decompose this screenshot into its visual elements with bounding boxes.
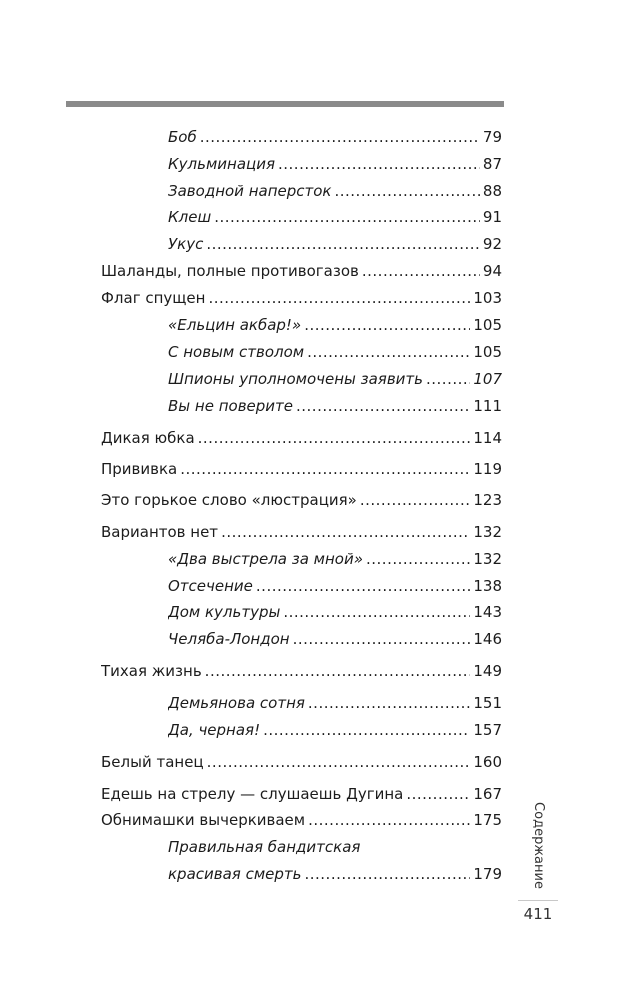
toc-entry-page: 114 xyxy=(473,429,502,447)
toc-dot-leader xyxy=(207,751,471,773)
toc-entry-title: Обнимашки вычеркиваем xyxy=(101,811,306,829)
toc-entry[interactable] xyxy=(168,395,502,417)
toc-entry[interactable] xyxy=(168,863,502,885)
toc-dot-leader xyxy=(200,126,480,148)
toc-entry-page: 94 xyxy=(482,262,502,280)
toc-entry[interactable] xyxy=(168,314,502,336)
toc-entry-page: 119 xyxy=(473,460,502,478)
toc-entry-page: 149 xyxy=(473,662,502,680)
toc-entry[interactable] xyxy=(168,575,502,597)
toc-entry-title: Это горькое слово «люстрация» xyxy=(101,491,357,509)
toc-entry[interactable] xyxy=(101,260,502,282)
toc-dot-leader xyxy=(198,427,471,449)
toc-entry-page: 103 xyxy=(473,289,502,307)
toc-entry-title: Боб xyxy=(168,128,197,146)
toc-dot-leader xyxy=(208,287,470,309)
toc-dot-leader xyxy=(293,628,471,650)
toc-entry-page: 88 xyxy=(482,182,502,200)
toc-entry[interactable] xyxy=(101,287,502,309)
toc-entry-page: 123 xyxy=(473,491,502,509)
toc-entry-title: «Ельцин акбар!» xyxy=(168,316,302,334)
toc-entry-title: Клеш xyxy=(168,208,212,226)
toc-entry-title: Да, черная! xyxy=(168,721,261,739)
toc-dot-leader xyxy=(307,341,470,363)
toc-dot-leader xyxy=(205,660,471,682)
toc-entry-title: Шаланды, полные противогазов xyxy=(101,262,359,280)
toc-dot-leader xyxy=(360,489,471,511)
toc-entry-page: 111 xyxy=(473,397,502,415)
toc-entry[interactable] xyxy=(168,233,502,255)
page-number: 411 xyxy=(523,905,553,923)
toc-entry[interactable] xyxy=(101,427,502,449)
toc-entry[interactable] xyxy=(168,548,502,570)
toc-entry-title: Едешь на стрелу — слушаешь Дугина xyxy=(101,785,404,803)
toc-entry[interactable] xyxy=(168,719,502,741)
toc-entry-title: Кульминация xyxy=(168,155,275,173)
toc-entry-title: Белый танец xyxy=(101,753,204,771)
toc-entry-title: Правильная бандитская xyxy=(168,838,361,856)
toc-dot-leader xyxy=(256,575,470,597)
toc-entry-title: Заводной наперсток xyxy=(168,182,332,200)
toc-entry-page: 157 xyxy=(473,721,502,739)
toc-entry-page: 79 xyxy=(482,128,502,146)
toc-dot-leader xyxy=(263,719,470,741)
toc-entry-title: Шпионы уполномочены заявить xyxy=(168,370,423,388)
toc-entry[interactable] xyxy=(101,489,502,511)
toc-entry-page: 175 xyxy=(473,811,502,829)
toc-entry-page: 132 xyxy=(473,550,502,568)
toc-entry[interactable] xyxy=(168,836,502,858)
toc-entry-page: 138 xyxy=(473,577,502,595)
toc-entry[interactable] xyxy=(101,809,502,831)
toc-entry-title: «Два выстрела за мной» xyxy=(168,550,363,568)
toc-entry-page: 105 xyxy=(473,316,502,334)
toc-dot-leader xyxy=(221,521,470,543)
toc-entry-title: красивая смерть xyxy=(168,865,302,883)
toc-entry-page: 160 xyxy=(473,753,502,771)
toc-entry[interactable] xyxy=(101,751,502,773)
toc-entry-page: 146 xyxy=(473,630,502,648)
toc-entry-title: Челяба-Лондон xyxy=(168,630,290,648)
toc-dot-leader xyxy=(334,180,479,202)
toc-entry-page: 105 xyxy=(473,343,502,361)
toc-dot-leader xyxy=(308,809,470,831)
toc-entry-title: Вариантов нет xyxy=(101,523,219,541)
toc-entry[interactable] xyxy=(168,126,502,148)
toc-dot-leader xyxy=(180,458,470,480)
toc-entry-page: 151 xyxy=(473,694,502,712)
toc-entry[interactable] xyxy=(168,206,502,228)
toc-dot-leader xyxy=(406,783,470,805)
toc-dot-leader xyxy=(283,601,470,623)
toc-entry-title: Укус xyxy=(168,235,204,253)
toc-entry-page: 91 xyxy=(482,208,502,226)
toc-entry-title: Прививка xyxy=(101,460,178,478)
toc-dot-leader xyxy=(278,153,480,175)
toc-dot-leader xyxy=(366,548,470,570)
toc-entry-title: Вы не поверите xyxy=(168,397,293,415)
toc-entry[interactable] xyxy=(101,783,502,805)
toc-dot-leader xyxy=(308,692,470,714)
toc-entry-page: 167 xyxy=(473,785,502,803)
toc-dot-leader xyxy=(296,395,470,417)
toc-entry-title: Флаг спущен xyxy=(101,289,206,307)
toc-entry-page: 107 xyxy=(473,370,502,388)
toc-entry[interactable] xyxy=(168,368,502,390)
toc-dot-leader xyxy=(304,314,470,336)
toc-entry-title: Дикая юбка xyxy=(101,429,195,447)
toc-entry-page: 179 xyxy=(473,865,502,883)
toc-entry-page: 92 xyxy=(482,235,502,253)
toc-entry[interactable] xyxy=(168,628,502,650)
toc-dot-leader xyxy=(206,233,480,255)
running-head-divider xyxy=(518,900,558,901)
toc-entry[interactable] xyxy=(101,458,502,480)
toc-dot-leader xyxy=(426,368,470,390)
toc-entry-page: 143 xyxy=(473,603,502,621)
toc-dot-leader xyxy=(362,260,480,282)
toc-entry[interactable] xyxy=(101,521,502,543)
toc-entry-page: 87 xyxy=(482,155,502,173)
toc-entry-title: Отсечение xyxy=(168,577,253,595)
toc-entry-title: Демьянова сотня xyxy=(168,694,305,712)
toc-dot-leader xyxy=(304,863,470,885)
toc-entry-page: 132 xyxy=(473,523,502,541)
toc-entry-title: Дом культуры xyxy=(168,603,281,621)
toc-entry-title: Тихая жизнь xyxy=(101,662,202,680)
running-head xyxy=(527,795,549,895)
toc-entry[interactable] xyxy=(168,180,502,202)
toc-entry[interactable] xyxy=(168,601,502,623)
toc-entry[interactable] xyxy=(168,692,502,714)
toc-entry-title: С новым стволом xyxy=(168,343,305,361)
toc-entry[interactable] xyxy=(168,341,502,363)
running-head-text: Содержание xyxy=(530,801,546,889)
toc-entry[interactable] xyxy=(168,153,502,175)
toc-dot-leader xyxy=(214,206,480,228)
toc-entry[interactable] xyxy=(101,660,502,682)
